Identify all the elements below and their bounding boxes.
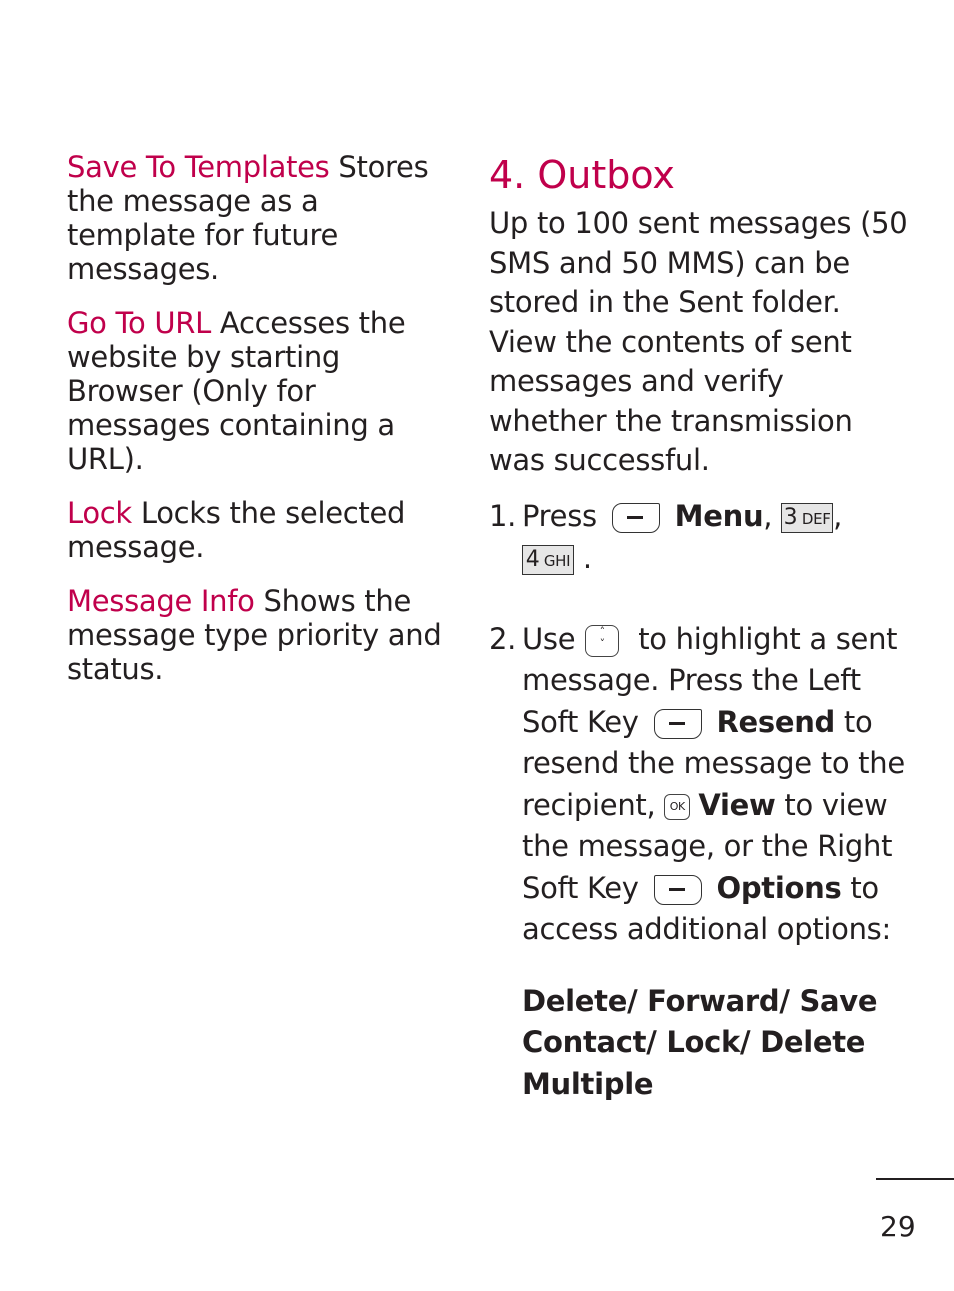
menu-label: Menu [674,498,764,533]
right-soft-key-icon [654,875,702,905]
press-text: Press [522,498,597,533]
lock-item [67,496,445,564]
period: . [582,540,592,575]
section-heading: 4. Outbox [489,153,675,197]
options-label: Options [716,870,842,905]
lock-desc: Locks the selected message. [67,496,406,564]
navigation-key-icon: ˄ ˅ [585,625,619,657]
view-tail: to view the message, or the Right Soft Key [522,787,893,905]
comma-2: , [833,498,843,533]
view-label: View [698,787,776,822]
resend-label: Resend [716,704,836,739]
left-column [67,150,445,706]
message-info-item [67,584,445,686]
page-number: 29 [880,1210,916,1243]
go-to-url-desc: Accesses the website by starting Browser (Only for messages containing a URL). [67,306,406,476]
right-column [489,152,909,1105]
save-to-templates-desc: Stores the message as a template for future messages. [67,150,429,286]
key-3-icon: 3 DEF [781,503,833,533]
save-to-templates-term: Save To Templates [67,150,330,184]
go-to-url-item [67,306,445,476]
left-soft-key-icon-2 [654,709,702,739]
message-info-term: Message Info [67,584,255,618]
step-2-number: 2. [489,621,517,656]
steps-list [489,495,909,1106]
step-2 [489,619,909,951]
step-1-number: 1. [489,498,517,533]
use-text: Use [522,621,576,656]
comma: , [763,498,773,533]
key-4-icon: 4 GHI [522,545,574,575]
step-1 [489,495,909,579]
go-to-url-term: Go To URL [67,306,212,340]
ok-key-icon: OK [664,794,690,820]
message-info-desc: Shows the message type priority and status. [67,584,442,686]
left-soft-key-icon [612,503,660,533]
footer-rule [876,1178,954,1180]
resend-tail: to resend the message to the recipient, [522,704,905,822]
save-to-templates-item [67,150,445,286]
options-tail: to access additional options: [522,870,891,946]
options-list: Delete/ Forward/ Save Contact/ Lock/ Delete Multiple [522,983,878,1101]
outbox-intro: Up to 100 sent messages (50 SMS and 50 MMS) can be stored in the Sent folder. View the contents of sent messages and verify whether the transmission was successful. [489,206,908,477]
lock-term: Lock [67,496,132,530]
highlight-text: to highlight a sent message. Press the Left Soft Key [522,621,898,739]
